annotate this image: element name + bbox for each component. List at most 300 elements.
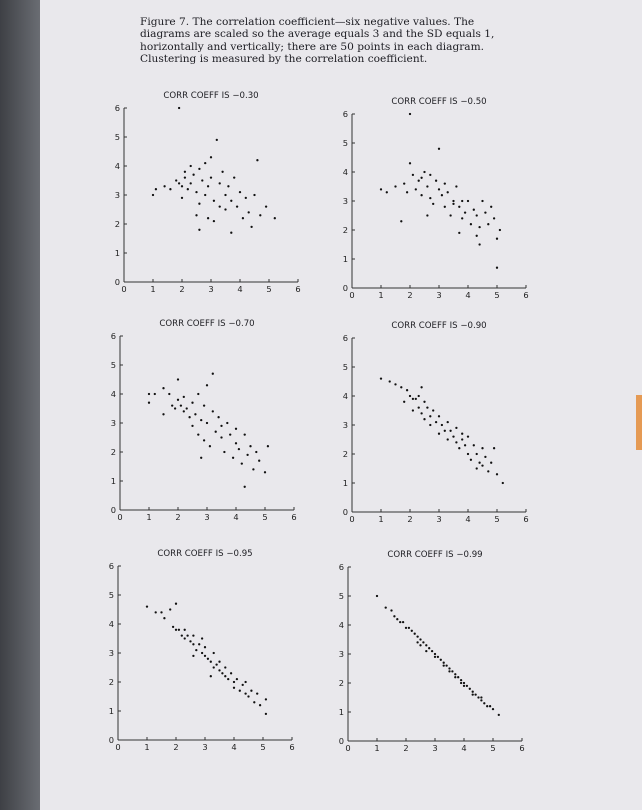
data-point — [405, 627, 407, 629]
data-point — [484, 211, 486, 213]
data-point — [183, 396, 185, 398]
data-point — [198, 203, 200, 205]
data-point — [186, 634, 188, 636]
data-point — [425, 650, 427, 652]
y-tick-label: 6 — [110, 331, 116, 341]
y-tick-label: 5 — [342, 362, 348, 372]
data-point — [215, 431, 217, 433]
data-point — [426, 406, 428, 408]
data-point — [239, 191, 241, 193]
data-point — [192, 655, 194, 657]
data-point — [221, 672, 223, 674]
x-tick-label: 3 — [436, 514, 442, 524]
data-point — [464, 211, 466, 213]
x-tick-label: 2 — [179, 284, 185, 294]
data-point — [460, 679, 462, 681]
scatter-plot-svg — [340, 92, 540, 300]
data-point — [207, 658, 209, 660]
data-point — [486, 705, 488, 707]
data-point — [155, 611, 157, 613]
data-point — [265, 713, 267, 715]
data-point — [473, 444, 475, 446]
data-point — [178, 182, 180, 184]
data-point — [250, 226, 252, 228]
data-point — [376, 595, 378, 597]
data-point — [265, 698, 267, 700]
data-point — [429, 424, 431, 426]
chart-title: CORR COEFF IS −0.30 — [163, 91, 259, 101]
data-point — [429, 415, 431, 417]
x-tick-label: 4 — [237, 284, 243, 294]
data-point — [393, 615, 395, 617]
x-tick-label: 5 — [262, 512, 268, 522]
data-point — [174, 407, 176, 409]
data-point — [460, 682, 462, 684]
data-point — [256, 159, 258, 161]
data-point — [213, 652, 215, 654]
data-point — [233, 687, 235, 689]
data-point — [396, 618, 398, 620]
data-point — [412, 174, 414, 176]
chart-title: CORR COEFF IS −0.50 — [391, 97, 487, 107]
data-point — [207, 217, 209, 219]
data-point — [168, 393, 170, 395]
data-point — [429, 174, 431, 176]
data-point — [440, 659, 442, 661]
data-point — [246, 454, 248, 456]
scatter-panel-4 — [340, 316, 540, 525]
data-point — [274, 217, 276, 219]
data-point — [447, 421, 449, 423]
x-tick-label: 3 — [204, 512, 210, 522]
data-point — [492, 708, 494, 710]
data-point — [487, 470, 489, 472]
data-point — [403, 401, 405, 403]
x-tick-label: 4 — [231, 742, 237, 752]
x-tick-label: 6 — [519, 743, 525, 753]
data-point — [146, 605, 148, 607]
data-point — [455, 441, 457, 443]
data-point — [191, 425, 193, 427]
data-point — [209, 445, 211, 447]
data-point — [244, 433, 246, 435]
data-point — [490, 206, 492, 208]
x-tick-label: 3 — [202, 742, 208, 752]
data-point — [484, 456, 486, 458]
data-point — [220, 425, 222, 427]
data-point — [184, 176, 186, 178]
y-tick-label: 0 — [342, 283, 348, 293]
data-point — [183, 410, 185, 412]
data-point — [399, 621, 401, 623]
data-point — [458, 206, 460, 208]
data-point — [230, 200, 232, 202]
data-point — [469, 688, 471, 690]
data-point — [490, 462, 492, 464]
scatter-plot-svg — [106, 544, 306, 752]
data-point — [461, 433, 463, 435]
data-point — [227, 678, 229, 680]
scatter-panel-2 — [340, 92, 540, 301]
chart-title: CORR COEFF IS −0.99 — [387, 550, 483, 560]
data-point — [458, 447, 460, 449]
data-point — [188, 416, 190, 418]
y-tick-label: 4 — [342, 167, 348, 177]
data-point — [415, 398, 417, 400]
data-point — [160, 611, 162, 613]
data-point — [201, 637, 203, 639]
data-point — [432, 203, 434, 205]
data-point — [181, 185, 183, 187]
data-point — [189, 640, 191, 642]
x-tick-label: 2 — [175, 512, 181, 522]
data-point — [178, 629, 180, 631]
data-point — [467, 453, 469, 455]
data-point — [242, 684, 244, 686]
data-point — [464, 444, 466, 446]
data-point — [210, 661, 212, 663]
x-tick-label: 3 — [436, 290, 442, 300]
x-tick-label: 3 — [208, 284, 214, 294]
data-point — [467, 200, 469, 202]
data-point — [255, 451, 257, 453]
y-tick-label: 6 — [342, 109, 348, 119]
y-tick-label: 5 — [114, 132, 120, 142]
data-point — [461, 200, 463, 202]
data-point — [457, 676, 459, 678]
data-point — [481, 464, 483, 466]
y-tick-label: 1 — [110, 476, 116, 486]
data-point — [204, 655, 206, 657]
y-tick-label: 6 — [338, 562, 344, 572]
data-point — [256, 692, 258, 694]
scatter-plot-svg — [112, 86, 312, 294]
data-point — [480, 696, 482, 698]
data-point — [197, 433, 199, 435]
data-point — [192, 174, 194, 176]
page-tab-marker — [636, 395, 642, 450]
data-point — [426, 185, 428, 187]
y-tick-label: 1 — [108, 706, 114, 716]
data-point — [219, 205, 221, 207]
data-point — [409, 395, 411, 397]
data-point — [476, 214, 478, 216]
data-point — [192, 634, 194, 636]
x-tick-label: 1 — [150, 284, 156, 294]
x-tick-label: 1 — [146, 512, 152, 522]
data-point — [502, 482, 504, 484]
data-point — [163, 617, 165, 619]
data-point — [227, 185, 229, 187]
data-point — [389, 380, 391, 382]
scatter-plot-svg — [336, 545, 536, 753]
y-tick-label: 2 — [342, 225, 348, 235]
data-point — [172, 626, 174, 628]
data-point — [419, 644, 421, 646]
data-point — [219, 182, 221, 184]
data-point — [229, 433, 231, 435]
data-point — [423, 418, 425, 420]
data-point — [419, 638, 421, 640]
data-point — [180, 404, 182, 406]
data-point — [411, 630, 413, 632]
data-point — [463, 682, 465, 684]
data-point — [190, 182, 192, 184]
data-point — [148, 402, 150, 404]
data-point — [200, 419, 202, 421]
data-point — [473, 209, 475, 211]
data-point — [481, 200, 483, 202]
y-tick-label: 3 — [108, 648, 114, 658]
data-point — [432, 409, 434, 411]
data-point — [420, 386, 422, 388]
data-point — [412, 398, 414, 400]
data-point — [230, 232, 232, 234]
y-tick-label: 3 — [342, 196, 348, 206]
data-point — [416, 635, 418, 637]
data-point — [217, 416, 219, 418]
data-point — [258, 460, 260, 462]
data-point — [380, 188, 382, 190]
data-point — [191, 402, 193, 404]
data-point — [394, 383, 396, 385]
data-point — [476, 453, 478, 455]
x-tick-label: 1 — [378, 290, 384, 300]
y-tick-label: 2 — [338, 678, 344, 688]
data-point — [162, 413, 164, 415]
data-point — [496, 267, 498, 269]
y-tick-label: 4 — [110, 389, 116, 399]
data-point — [402, 621, 404, 623]
data-point — [461, 438, 463, 440]
data-point — [235, 442, 237, 444]
data-point — [480, 699, 482, 701]
figure-caption: Figure 7. The correlation coefficient—six negative values. The diagrams are scaled so the average equals 3 and the SD equals 1, horizontally and vertically; there are 50 points in each diagram. Clustering is measured by the correlation coefficient. — [140, 16, 495, 66]
book-gutter-shadow — [0, 0, 40, 810]
data-point — [487, 223, 489, 225]
x-tick-label: 6 — [289, 742, 295, 752]
data-point — [386, 191, 388, 193]
data-point — [177, 378, 179, 380]
data-point — [481, 447, 483, 449]
x-tick-label: 6 — [523, 514, 529, 524]
data-point — [226, 422, 228, 424]
data-point — [455, 185, 457, 187]
data-point — [472, 691, 474, 693]
scatter-panel-3 — [108, 314, 308, 523]
y-tick-label: 1 — [114, 248, 120, 258]
data-point — [195, 649, 197, 651]
data-point — [253, 194, 255, 196]
data-point — [489, 705, 491, 707]
data-point — [434, 656, 436, 658]
data-point — [184, 629, 186, 631]
y-tick-label: 2 — [342, 449, 348, 459]
data-point — [213, 220, 215, 222]
data-point — [152, 194, 154, 196]
data-point — [163, 185, 165, 187]
x-tick-label: 0 — [115, 742, 121, 752]
data-point — [264, 471, 266, 473]
y-tick-label: 6 — [114, 103, 120, 113]
y-tick-label: 0 — [108, 735, 114, 745]
y-tick-label: 0 — [110, 505, 116, 515]
y-tick-label: 3 — [338, 649, 344, 659]
data-point — [452, 203, 454, 205]
data-point — [206, 384, 208, 386]
data-point — [476, 235, 478, 237]
data-point — [478, 243, 480, 245]
data-point — [400, 386, 402, 388]
data-point — [218, 661, 220, 663]
y-tick-label: 1 — [338, 707, 344, 717]
x-tick-label: 2 — [403, 743, 409, 753]
data-point — [235, 428, 237, 430]
data-point — [198, 643, 200, 645]
data-point — [466, 685, 468, 687]
data-point — [221, 171, 223, 173]
x-tick-label: 0 — [349, 514, 355, 524]
data-point — [267, 445, 269, 447]
data-point — [412, 409, 414, 411]
data-point — [408, 627, 410, 629]
data-point — [390, 609, 392, 611]
data-point — [455, 427, 457, 429]
data-point — [449, 214, 451, 216]
data-point — [385, 606, 387, 608]
data-point — [200, 457, 202, 459]
data-point — [201, 179, 203, 181]
data-point — [232, 457, 234, 459]
data-point — [415, 188, 417, 190]
data-point — [428, 647, 430, 649]
data-point — [406, 191, 408, 193]
data-point — [169, 608, 171, 610]
x-tick-label: 0 — [349, 290, 355, 300]
data-point — [162, 387, 164, 389]
data-point — [171, 404, 173, 406]
data-point — [195, 191, 197, 193]
data-point — [184, 637, 186, 639]
data-point — [224, 208, 226, 210]
x-tick-label: 2 — [173, 742, 179, 752]
data-point — [470, 459, 472, 461]
data-point — [249, 445, 251, 447]
data-point — [178, 107, 180, 109]
data-point — [426, 214, 428, 216]
data-point — [245, 197, 247, 199]
scatter-panel-1 — [112, 86, 312, 295]
scatter-panel-6 — [336, 545, 536, 754]
x-tick-label: 4 — [465, 514, 471, 524]
data-point — [155, 188, 157, 190]
data-point — [206, 422, 208, 424]
x-tick-label: 0 — [117, 512, 123, 522]
y-tick-label: 2 — [108, 677, 114, 687]
data-point — [448, 670, 450, 672]
data-point — [498, 714, 500, 716]
x-tick-label: 5 — [494, 290, 500, 300]
data-point — [400, 220, 402, 222]
y-tick-label: 0 — [114, 277, 120, 287]
y-tick-label: 5 — [342, 138, 348, 148]
data-point — [420, 412, 422, 414]
data-point — [438, 415, 440, 417]
data-point — [444, 182, 446, 184]
data-point — [216, 139, 218, 141]
data-point — [470, 223, 472, 225]
x-tick-label: 2 — [407, 514, 413, 524]
x-tick-label: 4 — [461, 743, 467, 753]
data-point — [223, 451, 225, 453]
data-point — [394, 185, 396, 187]
data-point — [265, 205, 267, 207]
y-tick-label: 1 — [342, 254, 348, 264]
data-point — [241, 462, 243, 464]
data-point — [406, 389, 408, 391]
y-tick-label: 5 — [108, 590, 114, 600]
data-point — [476, 467, 478, 469]
x-tick-label: 5 — [490, 743, 496, 753]
x-tick-label: 0 — [345, 743, 351, 753]
data-point — [220, 436, 222, 438]
y-tick-label: 5 — [338, 591, 344, 601]
data-point — [478, 226, 480, 228]
x-tick-label: 6 — [291, 512, 297, 522]
chart-title: CORR COEFF IS −0.90 — [391, 321, 487, 331]
data-point — [452, 435, 454, 437]
data-point — [201, 652, 203, 654]
data-point — [451, 670, 453, 672]
data-point — [441, 424, 443, 426]
data-point — [423, 401, 425, 403]
data-point — [403, 182, 405, 184]
y-tick-label: 2 — [114, 219, 120, 229]
data-point — [239, 690, 241, 692]
data-point — [213, 666, 215, 668]
data-point — [244, 486, 246, 488]
data-point — [224, 194, 226, 196]
data-point — [184, 171, 186, 173]
data-point — [448, 667, 450, 669]
data-point — [148, 393, 150, 395]
data-point — [186, 407, 188, 409]
y-tick-label: 1 — [342, 478, 348, 488]
data-point — [259, 704, 261, 706]
data-point — [478, 462, 480, 464]
data-point — [454, 673, 456, 675]
data-point — [213, 200, 215, 202]
data-point — [444, 430, 446, 432]
data-point — [248, 211, 250, 213]
data-point — [463, 685, 465, 687]
data-point — [380, 377, 382, 379]
scatter-plot-svg — [108, 314, 308, 522]
y-tick-label: 3 — [342, 420, 348, 430]
data-point — [175, 629, 177, 631]
data-point — [177, 399, 179, 401]
data-point — [230, 672, 232, 674]
data-point — [461, 217, 463, 219]
data-point — [452, 200, 454, 202]
data-point — [447, 438, 449, 440]
data-point — [224, 675, 226, 677]
data-point — [441, 194, 443, 196]
data-point — [210, 176, 212, 178]
data-point — [210, 156, 212, 158]
data-point — [233, 176, 235, 178]
data-point — [423, 171, 425, 173]
